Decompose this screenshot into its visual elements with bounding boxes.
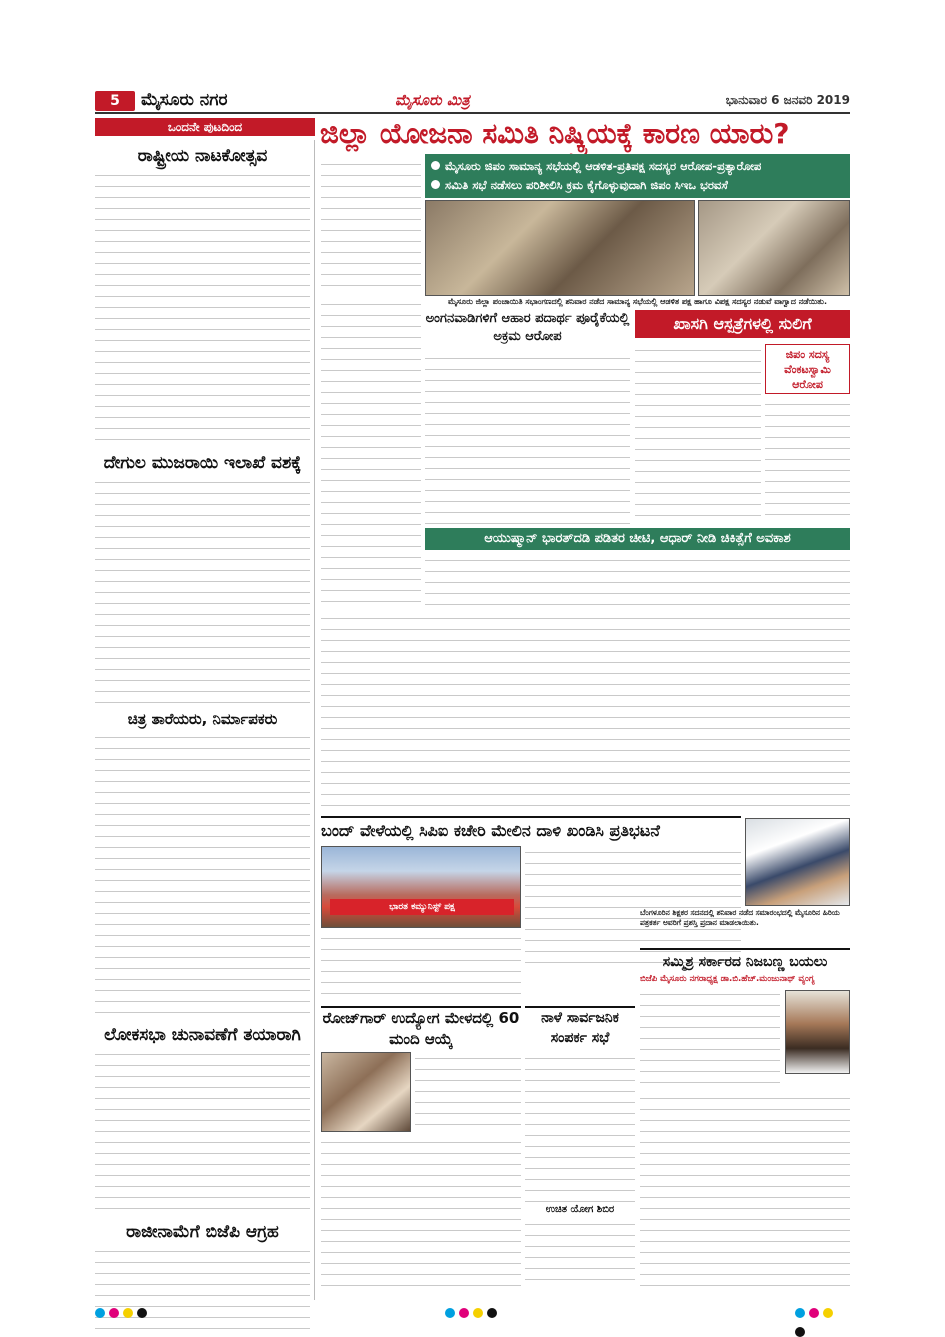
- story-headline-loksabha: ಲೋಕಸಭಾ ಚುನಾವಣೆಗೆ ತಯಾರಾಗಿ: [104, 1025, 301, 1045]
- coalition-body-2: [640, 1092, 850, 1286]
- left-column: [95, 140, 315, 1300]
- award-ceremony-photo: [745, 818, 850, 906]
- bandh-protest-photo: [321, 846, 521, 928]
- job-fair-headline: ರೋಜ್‌ಗಾರ್ ಉದ್ಯೋಗ ಮೇಳದಲ್ಲಿ 60 ಮಂದಿ ಆಯ್ಕೆ: [321, 1006, 521, 1050]
- masthead: ಮೈಸೂರು ಮಿತ್ರ: [395, 91, 470, 109]
- newspaper-page: [95, 88, 850, 1300]
- coalition-headline: ಸಮ್ಮಿಶ್ರ ಸರ್ಕಾರದ ನಿಜಬಣ್ಣ ಬಯಲು: [640, 948, 850, 972]
- yoga-camp-subhead: ಉಚಿತ ಯೋಗ ಶಿಬಿರ: [545, 1204, 615, 1215]
- portrait-photo: [785, 990, 850, 1074]
- private-hospital-headline: ಖಾಸಗಿ ಆಸ್ಪತ್ರೆಗಳಲ್ಲಿ ಸುಲಿಗೆ: [635, 310, 850, 338]
- main-headline: ಜಿಲ್ಲಾ ಯೋಜನಾ ಸಮಿತಿ ನಿಷ್ಕ್ರಿಯಕ್ಕೆ ಕಾರಣ ಯಾರು?: [320, 117, 790, 150]
- anganwadi-headline: ಅಂಗನವಾಡಿಗಳಿಗೆ ಆಹಾರ ಪದಾರ್ಥ ಪೂರೈಕೆಯಲ್ಲಿ ಅಕ್ರಮ ಆರೋಪ: [425, 311, 630, 344]
- job-fair-photo: [321, 1052, 411, 1132]
- registration-marks-center: [445, 1303, 501, 1315]
- story-body: [95, 1245, 310, 1337]
- story-body: [95, 476, 310, 706]
- main-story-body: [321, 158, 421, 294]
- registration-marks-right: [795, 1303, 850, 1315]
- private-hospital-byline-box: [765, 344, 850, 394]
- bandh-body-2: [321, 932, 521, 1002]
- story-body: [95, 1048, 310, 1218]
- page-header: [95, 88, 850, 114]
- page-number-badge: [95, 91, 135, 111]
- subhead-bullet-2: ಸಮಿತಿ ಸಭೆ ನಡೆಸಲು ಪರಿಶೀಲಿಸಿ ಕ್ರಮ ಕೈಗೊಳ್ಳುವುದಾಗಿ ಜಿಪಂ ಸಿಇಒ ಭರವಸೆ: [431, 176, 844, 195]
- registration-marks-left: [95, 1303, 151, 1315]
- public-contact-headline: ನಾಳೆ ಸಾರ್ವಜನಿಕ ಸಂಪರ್ಕ ಸಭೆ: [525, 1006, 635, 1050]
- anganwadi-story-body: [425, 352, 630, 524]
- story-body: [95, 731, 310, 1021]
- private-hospital-body: [635, 344, 761, 524]
- dateline: ಭಾನುವಾರ 6 ಜನವರಿ 2019: [725, 93, 850, 107]
- story-headline-film-stars: ಚಿತ್ರ ತಾರೆಯರು, ನಿರ್ಮಾಪಕರು: [127, 710, 278, 728]
- main-photo-meeting-right: [698, 200, 850, 296]
- story-body: [95, 169, 310, 449]
- continued-from-label: ಒಂದನೇ ಪುಟದಿಂದ: [95, 118, 315, 136]
- story-headline-resignation: ರಾಜೀನಾಮೆಗೆ ಬಿಜೆಪಿ ಆಗ್ರಹ: [126, 1222, 279, 1242]
- main-photo-meeting-left: [425, 200, 695, 296]
- coalition-body: [640, 988, 780, 1088]
- coalition-subhead: ಬಿಜೆಪಿ ಮೈಸೂರು ನಗರಾಧ್ಯಕ್ಷ ಡಾ.ಬಿ.ಹೆಚ್.ಮಂಜುನಾಥ್ ವ್ಯಂಗ್ಯ: [640, 974, 815, 984]
- bullet-icon: [431, 161, 440, 170]
- protest-banner: ಭಾರತ ಕಮ್ಯುನಿಸ್ಟ್ ಪಕ್ಷ: [330, 899, 514, 915]
- section-name: ಮೈಸೂರು ನಗರ: [141, 90, 228, 110]
- ayushman-headline: ಆಯುಷ್ಮಾನ್ ಭಾರತ್‌ದಡಿ ಪಡಿತರ ಚೀಟಿ, ಆಧಾರ್ ನೀಡಿ ಚಿಕಿತ್ಸೆಗೆ ಅವಕಾಶ: [425, 528, 850, 550]
- main-story-body-continued: [321, 298, 421, 608]
- ayushman-body: [425, 554, 850, 610]
- bandh-headline: ಬಂದ್‌ ವೇಳೆಯಲ್ಲಿ ಸಿಪಿಐ ಕಚೇರಿ ಮೇಲಿನ ದಾಳಿ ಖಂಡಿಸಿ ಪ್ರತಿಭಟನೆ: [321, 816, 741, 842]
- anganwadi-story-headline-box: [425, 310, 630, 350]
- job-fair-body: [415, 1052, 521, 1132]
- private-hospital-body-2: [765, 398, 850, 524]
- main-story-subheads: [425, 154, 850, 198]
- ayushman-body-columns: [321, 612, 850, 812]
- story-headline-theatre-festival: ರಾಷ್ಟ್ರೀಯ ನಾಟಕೋತ್ಸವ: [137, 146, 268, 166]
- award-photo-caption: ಬೆಂಗಳೂರಿನ ಶಿಕ್ಷಕರ ಸದನದಲ್ಲಿ ಶನಿವಾರ ನಡೆದ ಸಮಾರಂಭದಲ್ಲಿ ಮೈಸೂರಿನ ಹಿರಿಯ ಪತ್ರಕರ್ತ ಅವರಿಗೆ ಪ್ರಶಸ್ತಿ ಪ್ರದಾನ ಮಾಡಲಾಯಿತು.: [640, 908, 840, 927]
- private-hospital-byline: ಜಿಪಂ ಸದಸ್ಯ ವೆಂಕಟಸ್ವಾಮಿ ಆರೋಪ: [784, 348, 831, 391]
- job-fair-body-2: [321, 1136, 521, 1286]
- page-number: 5: [110, 93, 120, 109]
- public-contact-body: [525, 1052, 635, 1202]
- yoga-camp-body: [525, 1218, 635, 1286]
- main-photo-caption: ಮೈಸೂರು ಜಿಲ್ಲಾ ಪಂಚಾಯಿತಿ ಸಭಾಂಗಣದಲ್ಲಿ ಶನಿವಾರ ನಡೆದ ಸಾಮಾನ್ಯ ಸಭೆಯಲ್ಲಿ ಆಡಳಿತ ಪಕ್ಷ ಹಾಗೂ ವಿಪಕ್ಷ ಸದಸ್ಯರ ನಡುವೆ ವಾಗ್ವಾದ ನಡೆಯಿತು.: [448, 297, 827, 306]
- subhead-bullet-1: ಮೈಸೂರು ಜಿಪಂ ಸಾಮಾನ್ಯ ಸಭೆಯಲ್ಲಿ ಆಡಳಿತ-ಪ್ರತಿಪಕ್ಷ ಸದಸ್ಯರ ಆರೋಪ-ಪ್ರತ್ಯಾರೋಪ: [431, 157, 844, 176]
- bullet-icon: [431, 180, 440, 189]
- story-headline-temple: ದೇಗುಲ ಮುಜರಾಯಿ ಇಲಾಖೆ ವಶಕ್ಕೆ: [103, 453, 302, 473]
